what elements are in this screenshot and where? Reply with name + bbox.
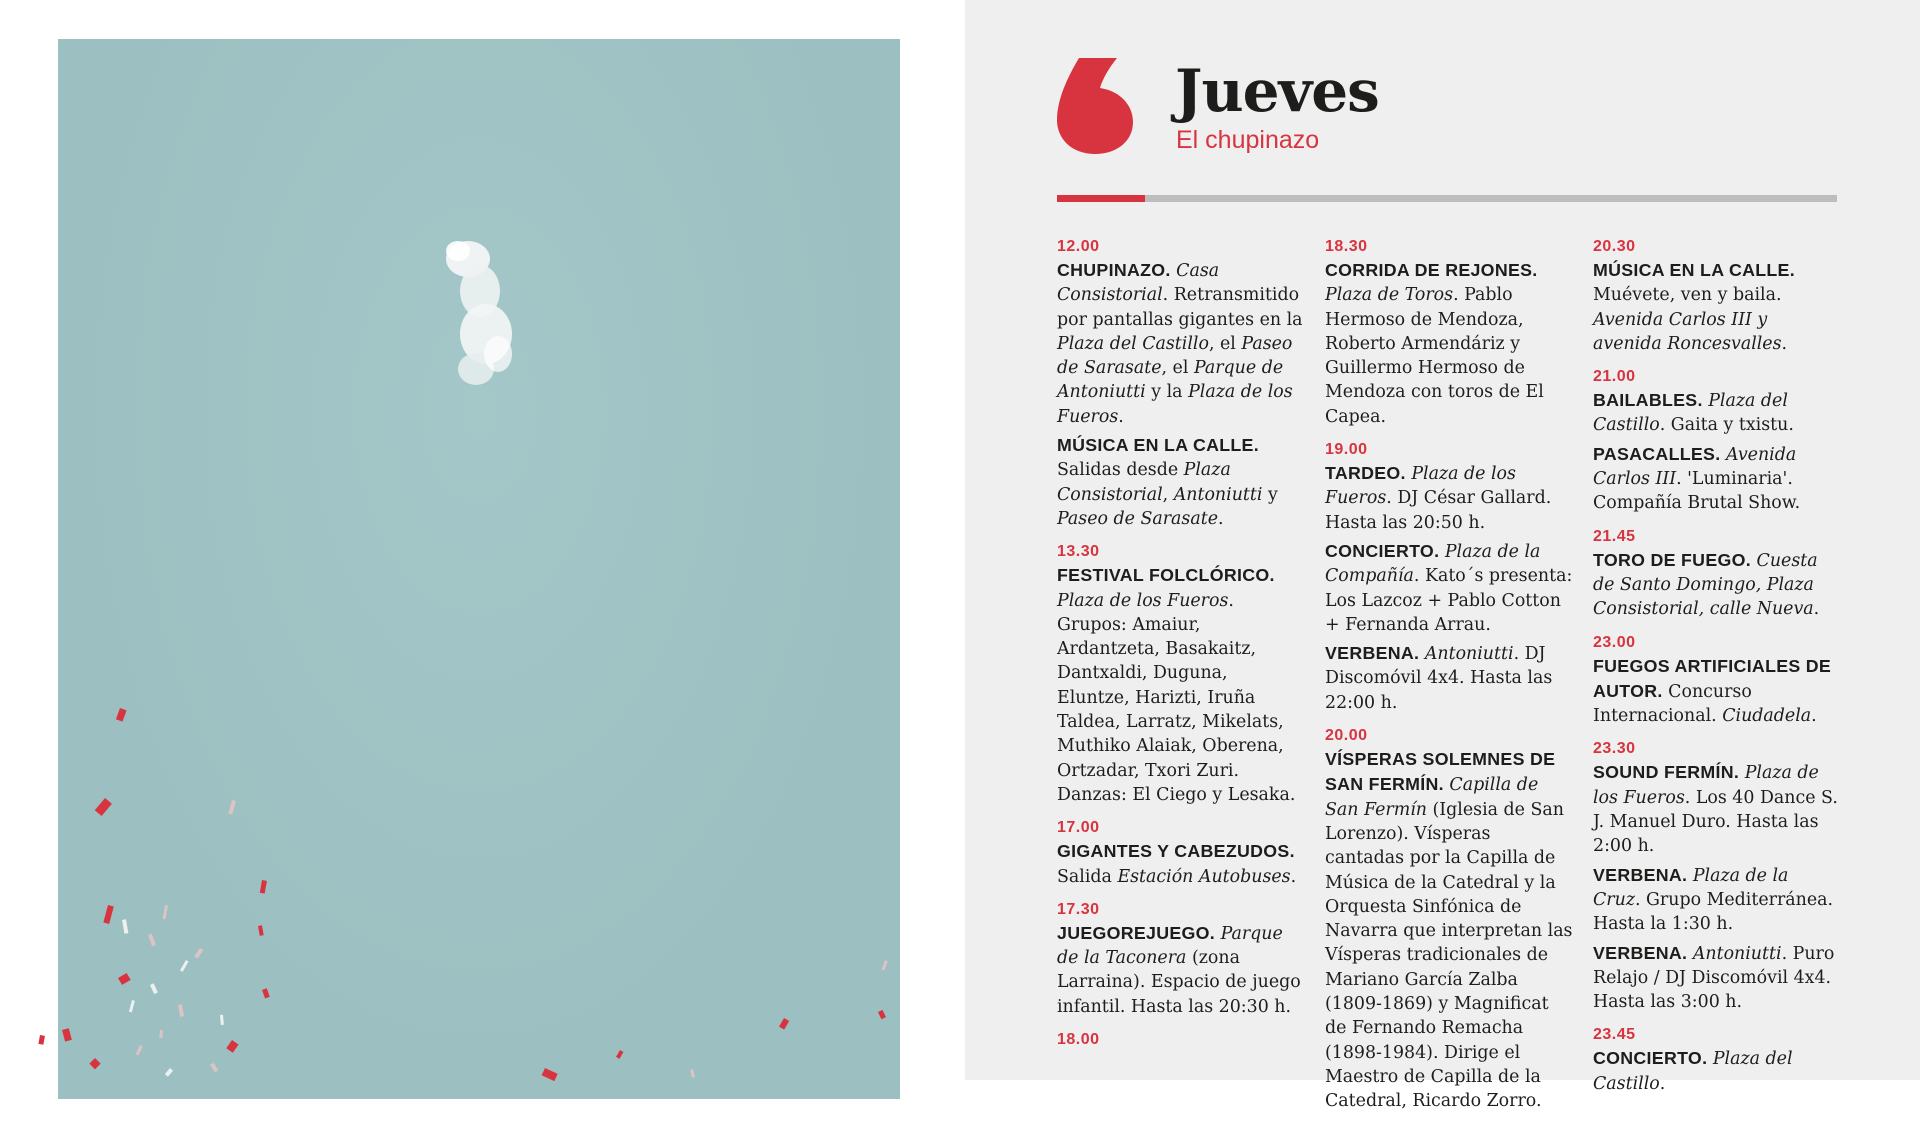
event-title: TARDEO. bbox=[1325, 463, 1406, 484]
event-description: Concurso Internacional. bbox=[1593, 681, 1752, 727]
event-title: MÚSICA EN LA CALLE. bbox=[1057, 435, 1259, 456]
event-title: TORO DE FUEGO. bbox=[1593, 549, 1751, 570]
event-title: CONCIERTO. bbox=[1593, 1048, 1708, 1069]
event-time: 23.45 bbox=[1593, 1026, 1636, 1044]
header-rule bbox=[1057, 195, 1837, 202]
event-item bbox=[1593, 941, 1841, 1015]
schedule-event bbox=[1325, 725, 1573, 1113]
event-venue: Plaza de la Cruz bbox=[1593, 865, 1789, 910]
event-time: 21.45 bbox=[1593, 527, 1636, 545]
event-title: CORRIDA DE REJONES. bbox=[1325, 260, 1538, 280]
schedule-event bbox=[1057, 541, 1305, 807]
schedule-event bbox=[1593, 236, 1841, 356]
schedule-event bbox=[1057, 899, 1305, 1019]
event-venue: Capilla de San Fermín bbox=[1325, 775, 1539, 820]
event-item bbox=[1057, 839, 1305, 889]
day-number-six-icon bbox=[1057, 58, 1133, 154]
schedule-column-2 bbox=[1325, 236, 1573, 1124]
schedule-event bbox=[1325, 439, 1573, 715]
event-item bbox=[1057, 258, 1305, 429]
event-venue: Plaza del Castillo bbox=[1593, 1049, 1793, 1094]
event-description: . Pablo Hermoso de Mendoza, Roberto Armendáriz y Guillermo Hermoso de Mendoza con toros de El Capea. bbox=[1325, 285, 1544, 427]
event-description: Salida bbox=[1057, 866, 1118, 887]
event-description: . bbox=[1811, 706, 1817, 727]
event-venue: Avenida Carlos III bbox=[1593, 444, 1797, 490]
cloud-icon bbox=[428, 229, 538, 399]
event-description: . Gaita y txistu. bbox=[1659, 415, 1794, 436]
event-description: . bbox=[1781, 333, 1788, 354]
event-item bbox=[1057, 921, 1305, 1019]
event-title: JUEGOREJUEGO. bbox=[1057, 922, 1216, 943]
event-venue: Antoniutti bbox=[1173, 484, 1263, 505]
event-title: PASACALLES. bbox=[1593, 443, 1721, 464]
event-venue: Plaza de los Fueros bbox=[1593, 763, 1819, 808]
event-item bbox=[1325, 461, 1573, 535]
program-page bbox=[965, 0, 1920, 1112]
sky-photo bbox=[58, 39, 900, 1099]
event-title: FUEGOS ARTIFICIALES DE AUTOR. bbox=[1593, 655, 1832, 701]
event-description: . Puro Relajo / DJ Discomóvil 4x4. Hasta las 3:00 h. bbox=[1593, 943, 1835, 1013]
event-item bbox=[1593, 388, 1841, 438]
event-description: . Grupo Mediterránea. Hasta la 1:30 h. bbox=[1593, 889, 1834, 935]
event-venue: Parque de Antoniutti bbox=[1057, 358, 1284, 403]
event-time: 23.30 bbox=[1593, 740, 1636, 758]
schedule-event bbox=[1057, 1029, 1305, 1051]
event-title: CONCIERTO. bbox=[1325, 540, 1440, 561]
event-time: 21.00 bbox=[1593, 368, 1636, 386]
event-venue: Antoniutti bbox=[1692, 943, 1782, 964]
event-title: VÍSPERAS SOLEMNES DE SAN FERMÍN. bbox=[1325, 749, 1556, 795]
event-time: 19.00 bbox=[1325, 441, 1368, 459]
event-title: GIGANTES Y CABEZUDOS. bbox=[1057, 841, 1295, 862]
event-title: SOUND FERMÍN. bbox=[1593, 762, 1740, 783]
event-time: 20.00 bbox=[1325, 727, 1368, 745]
event-description: (Iglesia de San Lorenzo). Vísperas cantadas por la Capilla de Música de la Catedral y la Orquesta Sinfónica de Navarra que interpretan las Vísperas tradicionales de Mariano García Zalba (1809-1869) y Magnificat de Fernando Remacha (1898-1984). Dirige el Maestro de Capilla de la Catedral, Ricardo Zorro. bbox=[1325, 799, 1573, 1112]
event-item bbox=[1325, 641, 1573, 715]
event-item bbox=[1325, 258, 1573, 429]
event-venue: Estación Autobuses bbox=[1117, 866, 1291, 887]
event-description: . 'Luminaria'. Compañía Brutal Show. bbox=[1593, 469, 1801, 514]
event-item bbox=[1593, 442, 1841, 516]
event-item bbox=[1593, 258, 1841, 356]
event-description: . Kato´s presenta: Los Lazcoz + Pablo Cotton + Fernanda Arrau. bbox=[1325, 566, 1573, 635]
day-name: Jueves bbox=[1175, 57, 1379, 125]
event-item bbox=[1057, 433, 1305, 531]
event-title: VERBENA. bbox=[1593, 942, 1688, 963]
schedule-event bbox=[1057, 817, 1305, 889]
schedule-event bbox=[1057, 236, 1305, 531]
event-venue: Antoniutti bbox=[1424, 644, 1514, 665]
event-time: 18.30 bbox=[1325, 238, 1368, 255]
event-title: CHUPINAZO. bbox=[1057, 260, 1171, 280]
event-time: 17.30 bbox=[1057, 900, 1100, 918]
event-title: VERBENA. bbox=[1593, 864, 1688, 885]
schedule-event bbox=[1593, 632, 1841, 729]
event-item bbox=[1593, 1046, 1841, 1096]
event-time: 13.30 bbox=[1057, 543, 1100, 561]
event-description: . Retransmitido por pantallas gigantes en la bbox=[1057, 285, 1303, 330]
schedule-event bbox=[1593, 738, 1841, 1014]
event-description: (zona Larraina). Espacio de juego infantil. Hasta las 20:30 h. bbox=[1057, 948, 1301, 1017]
event-description: . bbox=[1813, 599, 1820, 620]
event-description: y la bbox=[1145, 382, 1189, 403]
event-venue: Parque de la Taconera bbox=[1057, 923, 1283, 969]
day-subtitle: El chupinazo bbox=[1176, 126, 1320, 154]
event-venue: Plaza de la Compañía bbox=[1325, 541, 1541, 587]
event-venue: Plaza de los Fueros bbox=[1057, 590, 1229, 611]
event-time: 12.00 bbox=[1057, 238, 1100, 255]
event-venue: Plaza de los Fueros bbox=[1325, 464, 1516, 509]
event-item bbox=[1057, 563, 1305, 807]
event-description: . DJ Discomóvil 4x4. Hasta las 22:00 h. bbox=[1325, 644, 1553, 713]
schedule-column-3 bbox=[1593, 236, 1841, 1106]
schedule-event bbox=[1593, 1024, 1841, 1096]
left-page bbox=[0, 0, 965, 1080]
schedule-column-1 bbox=[1057, 236, 1305, 1061]
event-item bbox=[1325, 539, 1573, 637]
event-time: 18.00 bbox=[1057, 1031, 1100, 1049]
event-venue: Plaza de los Fueros bbox=[1057, 382, 1293, 427]
event-description: , el bbox=[1161, 358, 1194, 379]
header-rule-accent bbox=[1057, 195, 1145, 202]
schedule-event bbox=[1593, 366, 1841, 515]
event-item bbox=[1593, 654, 1841, 729]
event-description: , bbox=[1162, 484, 1174, 505]
event-venue: Avenida Carlos III y avenida Roncesvalles bbox=[1593, 309, 1782, 354]
event-item bbox=[1325, 747, 1573, 1113]
event-description: . bbox=[1118, 406, 1124, 427]
event-title: BAILABLES. bbox=[1593, 390, 1703, 411]
schedule-columns bbox=[1057, 236, 1847, 1112]
event-venue: Paseo de Sarasate bbox=[1057, 333, 1293, 379]
event-venue: Cuesta de Santo Domingo, Plaza Consistorial, calle Nueva bbox=[1593, 550, 1818, 620]
event-title: MÚSICA EN LA CALLE. bbox=[1593, 260, 1795, 280]
event-venue: Plaza de Toros bbox=[1325, 285, 1454, 306]
event-description: . DJ César Gallard. Hasta las 20:50 h. bbox=[1325, 488, 1552, 533]
event-item bbox=[1593, 863, 1841, 937]
event-item bbox=[1593, 548, 1841, 622]
event-description: Salidas desde bbox=[1057, 460, 1184, 481]
event-description: . bbox=[1290, 866, 1297, 887]
event-title: FESTIVAL FOLCLÓRICO. bbox=[1057, 565, 1275, 586]
event-description: . bbox=[1659, 1073, 1666, 1094]
event-description: . Grupos: Amaiur, Ardantzeta, Basakaitz, Dantxaldi, Duguna, Eluntze, Harizti, Iruña Taldea, Larratz, Mikelats, Muthiko Alaiak, Oberena, Ortzadar, Txori Zuri. Danzas: El Ciego y Lesaka. bbox=[1057, 590, 1296, 805]
event-venue: Ciudadela bbox=[1722, 706, 1812, 727]
event-venue: Plaza del Castillo bbox=[1593, 391, 1788, 436]
event-venue: Plaza del Castillo bbox=[1057, 333, 1209, 354]
event-time: 20.30 bbox=[1593, 238, 1636, 255]
schedule-event bbox=[1325, 236, 1573, 429]
event-venue: Plaza Consistorial bbox=[1057, 460, 1231, 505]
event-description: y bbox=[1262, 484, 1278, 505]
event-item bbox=[1593, 760, 1841, 858]
event-description: Muévete, ven y baila. bbox=[1593, 285, 1782, 306]
event-description: . bbox=[1218, 508, 1224, 529]
event-time: 23.00 bbox=[1593, 633, 1636, 651]
schedule-event bbox=[1593, 526, 1841, 622]
event-title: VERBENA. bbox=[1325, 643, 1420, 664]
event-description: . Los 40 Dance S. J. Manuel Duro. Hasta las 2:00 h. bbox=[1593, 787, 1838, 857]
event-venue: Casa Consistorial bbox=[1057, 261, 1220, 306]
event-description: , el bbox=[1208, 333, 1242, 354]
event-venue: Paseo de Sarasate bbox=[1057, 508, 1218, 529]
event-time: 17.00 bbox=[1057, 819, 1100, 837]
